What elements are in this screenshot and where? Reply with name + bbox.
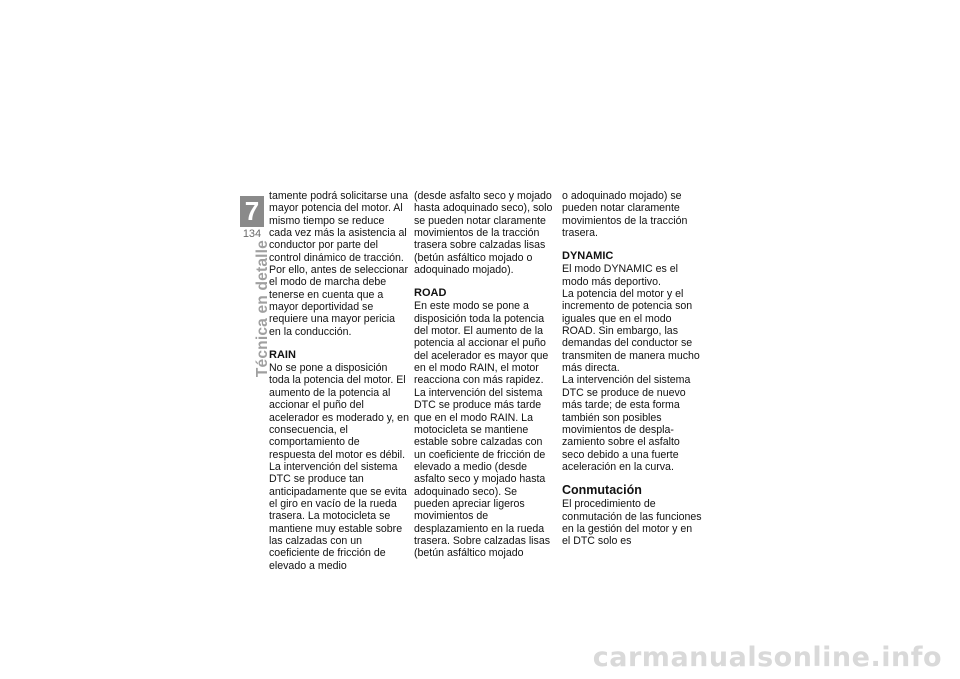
text-column-3 [562,190,702,548]
chapter-title-vertical: Técnica en detalle [254,240,271,378]
paragraph: Por ello, antes de seleccionar el modo de marcha debe tenerse en cuenta que a mayor deportividad se requiere una mayor pericia en la conducción. [269,264,408,338]
paragraph: No se pone a disposición toda la potencia del motor. El aumento de la potencia al accionar el puño del acelerador es moderado y, en consecuencia, el comportamiento de respuesta del motor es débil. [269,362,409,461]
paragraph: En este modo se pone a disposición toda la potencia del motor. El aumento de la potencia al accionar el puño del acelerador es mayor que en el modo RAIN, el motor reacciona con más rapidez. [414,300,549,387]
watermark-text: carmanualsonline.info [592,642,942,673]
paragraph: tamente podrá solicitarse una mayor potencia del motor. Al mismo tiempo se reduce cada vez más la asistencia al conductor por parte del control dinámico de tracción. [269,190,408,264]
paragraph: El procedimiento de conmutación de las funciones en la gestión del motor y en el DTC solo es [562,498,702,548]
paragraph: o adoquinado mojado) se pueden notar claramente movimientos de la tracción trasera. [562,190,688,240]
chapter-number-tab: 7 [240,196,264,226]
paragraph: La intervención del sistema DTC se produce de nuevo más tarde; de esta forma también son posibles movimientos de desplazamiento sobre el asfalto seco debido a una fuerte aceleración en la curva. [562,374,691,473]
page-number: 134 [242,228,262,240]
section-heading-dynamic: DYNAMIC [562,250,614,263]
section-heading-conmutacion: Conmutación [562,483,642,498]
text-column-2 [414,190,554,560]
text-column-1 [269,190,409,572]
paragraph: La intervención del sistema DTC se produce tan anticipadamente que se evita el giro en vacío de la rueda trasera. La motocicleta se mantiene muy estable sobre las calzadas con un coeficiente de fricción de elevado a medio [269,460,407,572]
paragraph: La intervención del sistema DTC se produce más tarde que en el modo RAIN. La motocicleta se mantiene estable sobre calzadas con un coeficiente de fricción de elevado a medio (desde asfalto seco y mojado hasta adoquinado seco). Se pueden apreciar ligeros movimientos de desplazamiento en la rueda trasera. Sobre calzadas lisas (betún asfáltico mojado [414,386,551,560]
page-number-rule [240,226,264,227]
paragraph: El modo DYNAMIC es el modo más deportivo. [562,263,678,288]
paragraph: La potencia del motor y el incremento de potencia son iguales que en el modo ROAD. Sin embargo, las demandas del conductor se transmiten de manera mucho más directa. [562,288,700,375]
paragraph: (desde asfalto seco y mojado hasta adoquinado seco), solo se pueden notar claramente movimientos de la tracción trasera sobre calzadas lisas (betún asfáltico mojado o adoquinado mojado). [414,190,553,277]
section-heading-rain: RAIN [269,349,296,362]
section-heading-road: ROAD [414,287,447,300]
